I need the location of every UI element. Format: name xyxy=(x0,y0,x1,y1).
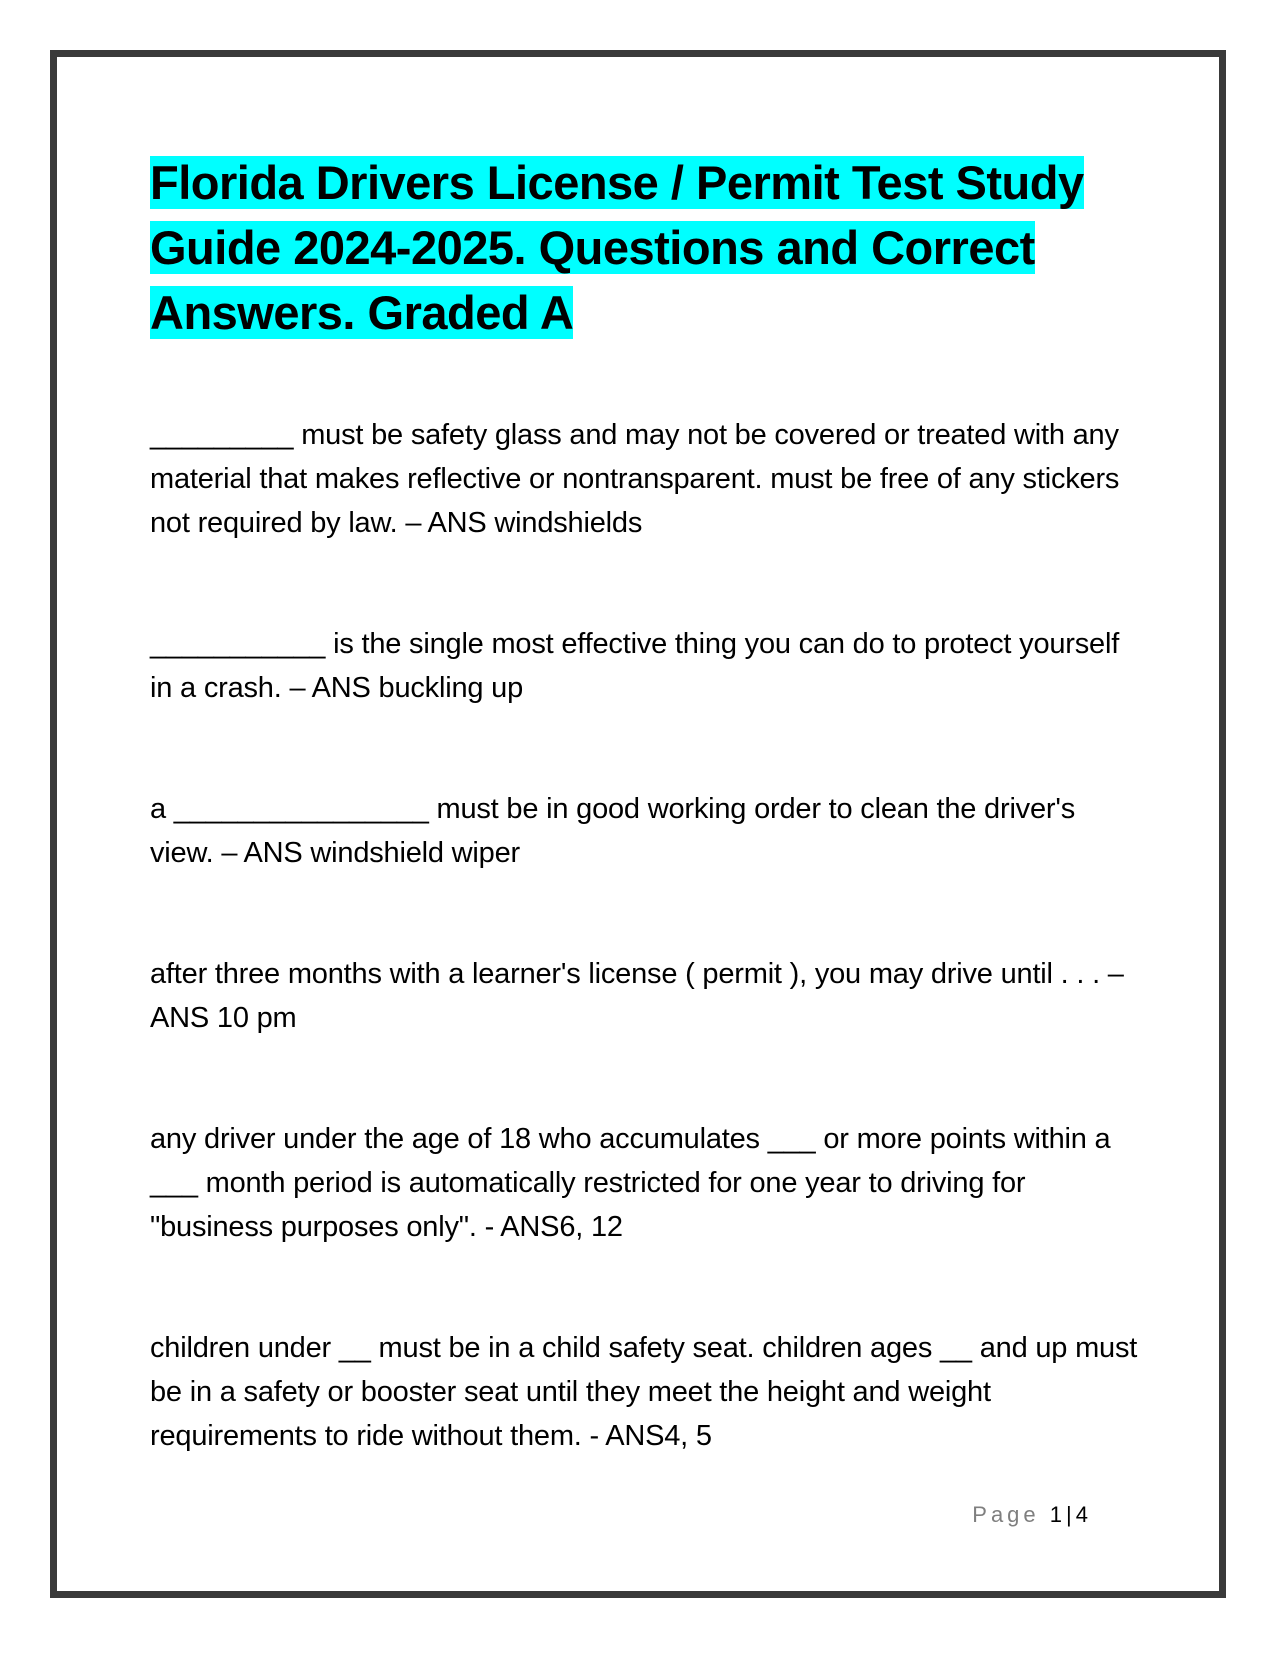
question-answer-item: after three months with a learner's license ( permit ), you may drive until . . . – ANS 10 pm xyxy=(150,958,1124,1034)
document-title xyxy=(150,150,1140,345)
total-pages-number: 4 xyxy=(1075,1502,1088,1527)
question-answer-item: a ________________ must be in good working order to clean the driver's view. – ANS windshield wiper xyxy=(150,793,1076,869)
page-label: Page xyxy=(972,1502,1040,1527)
page-separator: | xyxy=(1066,1502,1072,1527)
question-answer-item: _________ must be safety glass and may not be covered or treated with any material that makes reflective or nontransparent. must be free of any stickers not required by law. – ANS windshields xyxy=(150,419,1120,539)
document-body xyxy=(150,150,1140,1458)
question-answer-item: any driver under the age of 18 who accumulates ___ or more points within a ___ month period is automatically restricted for one year to driving for "business purposes only". - ANS6, 12 xyxy=(150,1123,1111,1243)
page-footer xyxy=(972,1502,1088,1528)
question-answer-item: children under __ must be in a child safety seat. children ages __ and up must be in a safety or booster seat until they meet the height and weight requirements to ride without them. - ANS4, 5 xyxy=(150,1332,1138,1452)
question-answer-item: ___________ is the single most effective thing you can do to protect yourself in a crash. – ANS buckling up xyxy=(150,628,1120,704)
current-page-number: 1 xyxy=(1049,1502,1063,1527)
title-text: Florida Drivers License / Permit Test Study Guide 2024-2025. Questions and Correct Answers. Graded A xyxy=(150,156,1084,339)
